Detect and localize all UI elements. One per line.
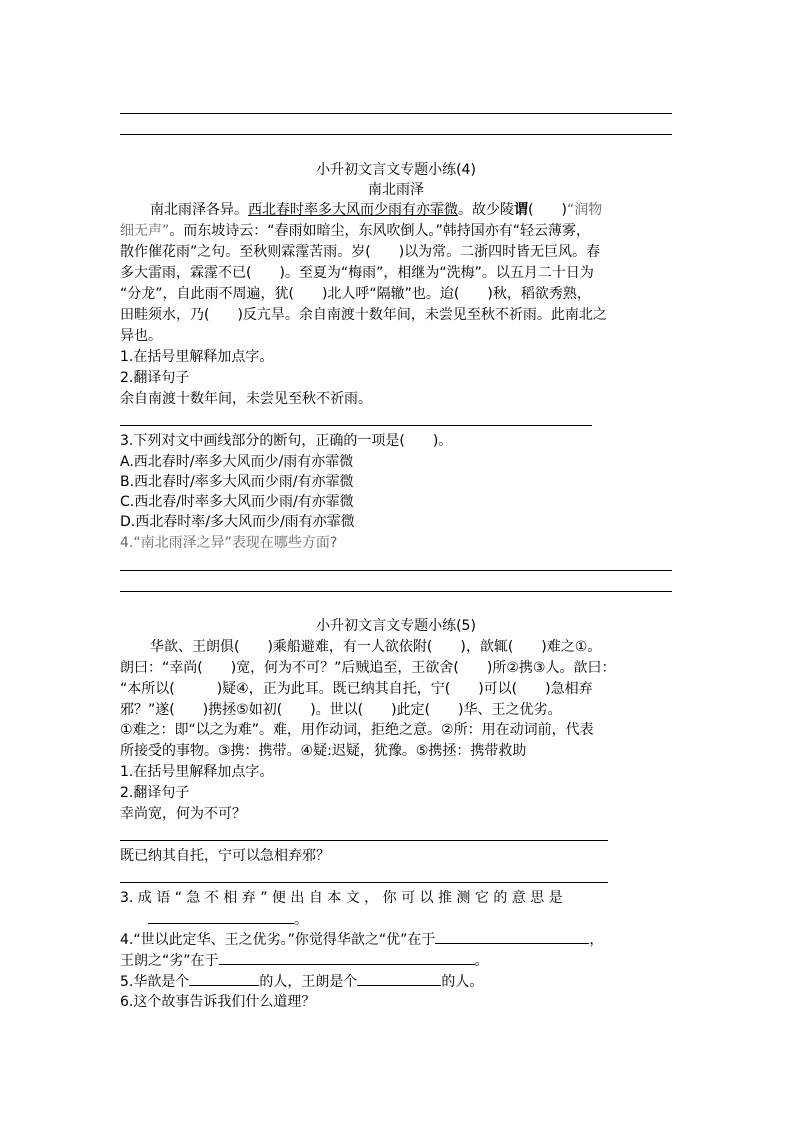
passage-line: 异也。 [120, 328, 162, 344]
text: “润物 [566, 202, 603, 218]
passage-line: “本所以( )疑④，正为此耳。既已纳其自托，宁( )可以( )急相弃 [120, 681, 593, 697]
question-6: 6.这个故事告诉我们什么道理？ [120, 994, 316, 1010]
exercise4-title: 小升初文言文专题小练(4) [316, 162, 476, 178]
text: 5.华歆是个 [120, 974, 190, 990]
note-line: 所接受的事物。③携：携带。④疑:迟疑，犹豫。⑤携拯：携带救助 [120, 743, 527, 759]
question-2-sentence: 幸尚宽，何为不可？ [120, 806, 246, 822]
question-4 [120, 929, 672, 950]
question-2-sentence: 既已纳其自托，宁可以急相弃邪？ [120, 848, 330, 864]
answer-line [120, 425, 592, 426]
note-line: ①难之：即“以之为难”。难，用作动词，拒绝之意。②所：用在动词前，代表 [120, 722, 594, 738]
option-a: A.西北春时/率多大风而少/雨有亦霏微 [120, 454, 354, 470]
question-3: 3. 成 语 “ 急 不 相 弃 ” 便 出 自 本 文 ， 你 可 以 推 测 它 的 意 思 是 [120, 890, 563, 906]
text: 王朗之“劣”在于 [120, 953, 219, 969]
text: 南北雨泽各异。 [150, 202, 248, 218]
text: 。 [474, 953, 489, 969]
exercise5-title: 小升初文言文专题小练(5) [316, 618, 476, 634]
fill-blank[interactable] [435, 929, 589, 944]
answer-line [120, 840, 608, 841]
exercise4-subtitle: 南北雨泽 [368, 182, 424, 198]
answer-line [120, 591, 672, 592]
question-3-blank-line [120, 909, 672, 930]
option-b: B.西北春时/率多大风而少雨/有亦霏微 [120, 474, 354, 490]
answer-line [120, 113, 672, 114]
text: ， [589, 932, 604, 948]
question-1: 1.在括号里解释加点字。 [120, 349, 274, 365]
fill-blank[interactable] [219, 950, 475, 965]
question-4: 4.“南北雨泽之异”表现在哪些方面? [120, 535, 338, 551]
text: 。 [294, 912, 308, 928]
text: 。故少陵 [458, 202, 514, 218]
option-c: C.西北春/时率多大风而少雨/有亦霏微 [120, 494, 354, 510]
answer-line [120, 570, 672, 571]
question-3: 3.下列对文中画线部分的断句，正确的一项是( )。 [120, 433, 453, 449]
question-1: 1.在括号里解释加点字。 [120, 764, 274, 780]
question-4-cont [120, 950, 672, 971]
text: 的人。 [441, 974, 484, 990]
passage-line [120, 200, 672, 220]
text: 。而东坡诗云：“春雨如暗尘，东风吹倒人。”韩持国亦有“轻云薄雾， [169, 223, 591, 239]
text: 细无声” [120, 223, 170, 239]
underlined-sentence: 西北春时率多大风而少雨有亦霏微 [248, 202, 458, 218]
passage-line: 多大雷雨，霖霪不已( )。至夏为“梅雨”，相继为“洗梅”。以五月二十日为 [120, 265, 594, 281]
answer-line [120, 882, 608, 883]
dotted-char: 谓 [514, 202, 528, 218]
passage-line [120, 221, 672, 241]
text: ( ) [528, 202, 567, 218]
text: 4.“世以此定华、王之优劣。”你觉得华歆之“优”在于 [120, 932, 436, 948]
text: 的人，王朗是个 [259, 974, 358, 990]
question-2: 2.翻译句子 [120, 785, 190, 801]
passage-line: 田畦须水，乃( )反亢旱。余自南渡十数年间，未尝见至秋不祈雨。此南北之 [120, 307, 607, 323]
passage-line: “分龙”，自此雨不周遍，犹( )北人呼“隔辙”也。迨( )秋，稻欲秀熟， [120, 286, 591, 302]
question-2: 2.翻译句子 [120, 370, 190, 386]
answer-line [120, 134, 672, 135]
fill-blank[interactable] [189, 971, 259, 986]
question-2-sentence: 余自南渡十数年间，未尝见至秋不祈雨。 [120, 391, 372, 407]
passage-line: 邪？”遂( )携拯⑤如初( )。世以( )此定( )华、王之优劣。 [120, 702, 562, 718]
question-5 [120, 971, 672, 992]
passage-line: 华歆、王朗俱( )乘船避难，有一人欲依附( )，歆辄( )难之①。 [150, 639, 602, 655]
fill-blank[interactable] [148, 909, 294, 924]
option-d: D.西北春时率/多大风而少/雨有亦霏微 [120, 514, 355, 530]
fill-blank[interactable] [357, 971, 441, 986]
passage-line: 朗曰：“幸尚( )宽，何为不可？”后贼追至，王欲舍( )所②携③人。歆曰： [120, 660, 616, 676]
passage-line: 散作催花雨”之句。至秋则霖霪苦雨。岁( )以为常。二浙四时皆无巨风。春 [120, 244, 601, 260]
